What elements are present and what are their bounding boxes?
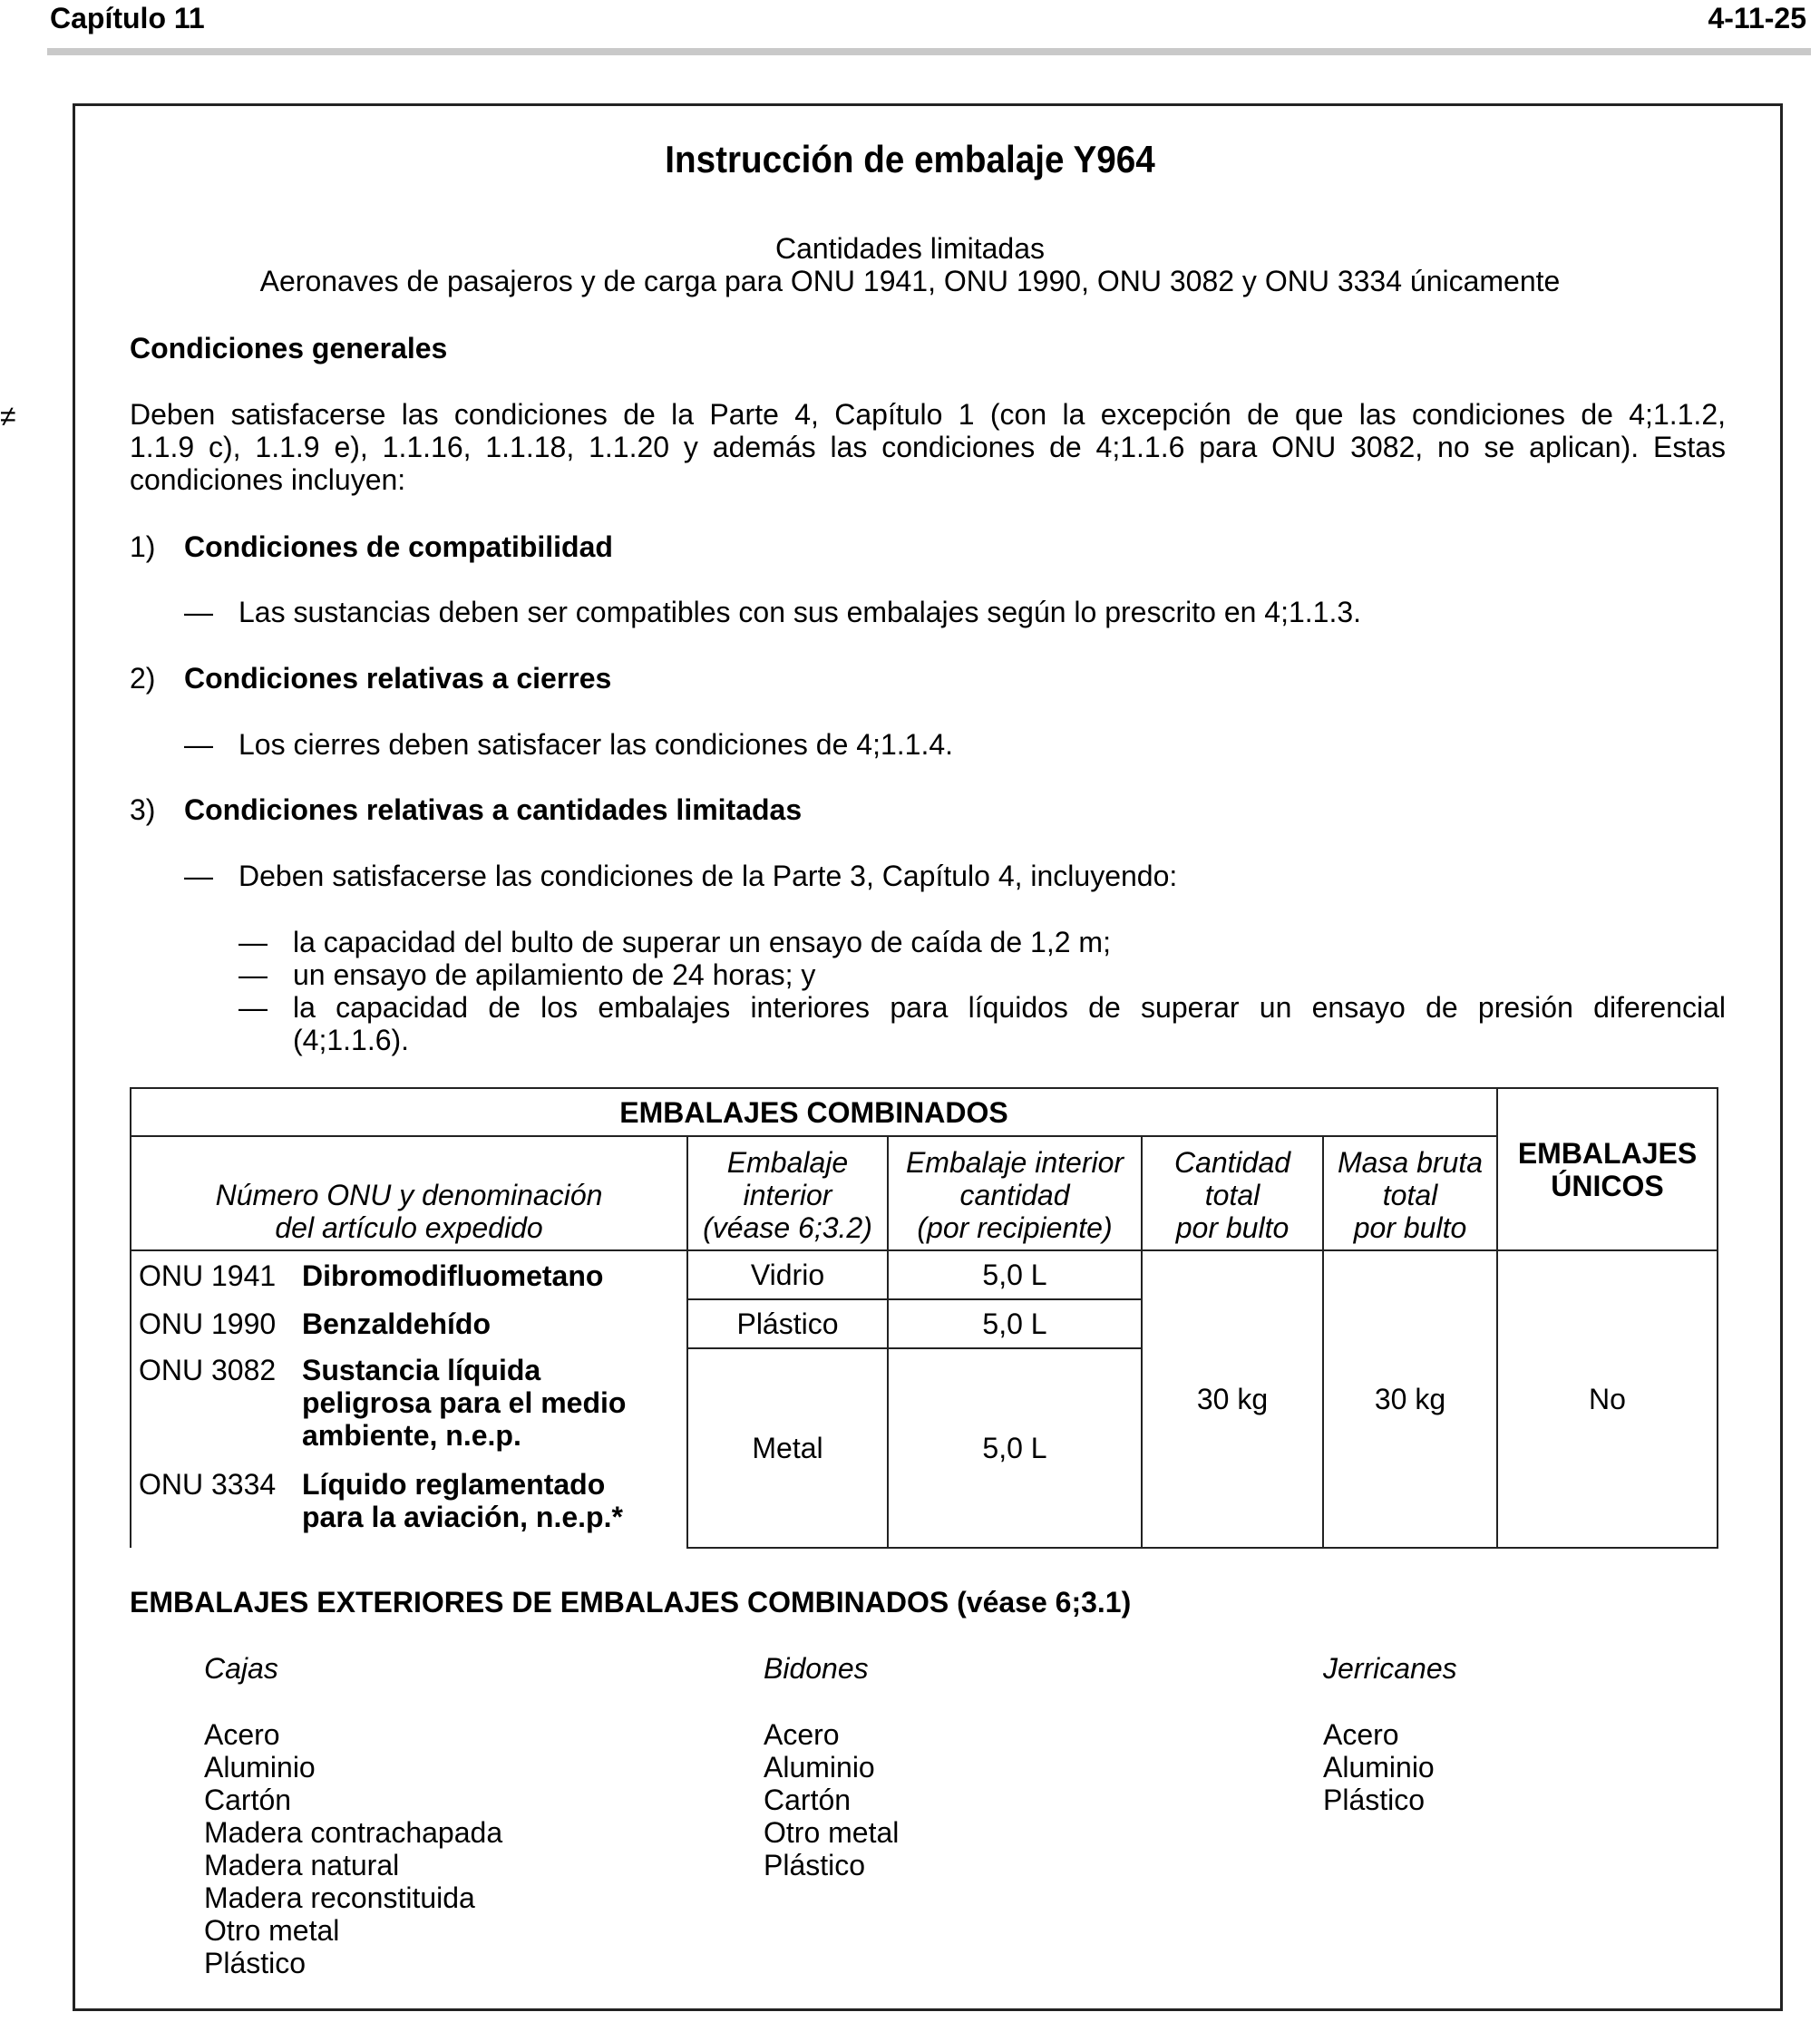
table-row <box>131 1354 686 1452</box>
inner-material: Plástico <box>687 1299 888 1348</box>
un-number: ONU 1990 <box>139 1307 277 1340</box>
header-line: por bulto <box>1175 1211 1290 1244</box>
list-item: Madera contrachapada <box>204 1816 503 1849</box>
header-line: cantidad <box>959 1179 1070 1211</box>
general-line: 1.1.9 c), 1.1.9 e), 1.1.16, 1.1.18, 1.1.20 y además las condiciones de 4;1.1.6 para ONU 3082, no se aplican). Estas <box>130 431 1726 463</box>
name-line: Líquido reglamentado <box>302 1468 606 1501</box>
inner-quantity: 5,0 L <box>888 1250 1142 1299</box>
inner-quantity: 5,0 L <box>888 1299 1142 1348</box>
list-item: Cartón <box>764 1784 852 1816</box>
dash: — <box>184 860 213 892</box>
gross-mass: 30 kg <box>1323 1250 1497 1548</box>
list-item: Acero <box>764 1718 840 1751</box>
col-header-qty <box>888 1136 1142 1250</box>
col-header-gross <box>1323 1136 1497 1250</box>
col-header-total <box>1142 1136 1323 1250</box>
dash: — <box>238 926 268 958</box>
column-title: Bidones <box>764 1652 869 1685</box>
shipping-name: Dibromodifluometano <box>302 1259 604 1292</box>
header-line: Embalaje interior <box>905 1146 1124 1179</box>
table-row <box>131 1468 686 1533</box>
list-item: Otro metal <box>764 1816 900 1849</box>
list-item: Madera reconstituida <box>204 1881 475 1914</box>
condition-number: 1) <box>130 530 156 563</box>
condition-text: Deben satisfacerse las condiciones de la Parte 3, Capítulo 4, incluyendo: <box>238 860 1178 892</box>
un-number: ONU 3334 <box>139 1468 277 1501</box>
dash: — <box>184 728 213 761</box>
table-row <box>131 1250 687 1299</box>
header-line: Embalaje <box>726 1146 849 1179</box>
name-line: peligrosa para el medio <box>302 1386 627 1419</box>
group-header: EMBALAJES COMBINADOS <box>131 1088 1497 1136</box>
dash: — <box>238 958 268 991</box>
list-item: Aluminio <box>764 1751 875 1784</box>
single-packagings: No <box>1497 1250 1718 1548</box>
sub-item-text: la capacidad del bulto de superar un ensayo de caída de 1,2 m; <box>293 926 1111 958</box>
list-item: Cartón <box>204 1784 292 1816</box>
col-header-single <box>1497 1088 1718 1250</box>
condition-text: Las sustancias deben ser compatibles con sus embalajes según lo prescrito en 4;1.1.3. <box>238 596 1362 628</box>
col-header-inner <box>687 1136 888 1250</box>
list-item: Plástico <box>1323 1784 1426 1816</box>
change-mark: ≠ <box>0 400 16 433</box>
condition-text: Los cierres deben satisfacer las condiciones de 4;1.1.4. <box>238 728 954 761</box>
header-line: del artículo expedido <box>275 1211 543 1244</box>
outer-column-drums <box>764 1652 899 1881</box>
header-line: Cantidad <box>1173 1146 1291 1179</box>
list-item: Plástico <box>204 1947 307 1979</box>
outer-column-jerricans <box>1323 1652 1457 1816</box>
column-title: Cajas <box>204 1652 278 1685</box>
inner-quantity: 5,0 L <box>888 1348 1142 1548</box>
packing-table <box>130 1087 1718 1549</box>
list-item: Aluminio <box>204 1751 316 1784</box>
condition-number: 2) <box>130 662 156 695</box>
header-line: (por recipiente) <box>917 1211 1113 1244</box>
un-number: ONU 3082 <box>139 1354 277 1386</box>
name-line: Sustancia líquida <box>302 1354 541 1386</box>
general-conditions-heading: Condiciones generales <box>130 332 448 365</box>
header-line: por bulto <box>1353 1211 1467 1244</box>
table-row-group <box>131 1348 687 1548</box>
header-line: EMBALAJES <box>1517 1136 1698 1170</box>
general-conditions-text <box>130 398 1726 496</box>
list-item: Acero <box>204 1718 280 1751</box>
subtitle-limited-quantities: Cantidades limitadas <box>774 232 1046 265</box>
dash: — <box>184 596 213 628</box>
header-line: total <box>1382 1179 1438 1211</box>
shipping-name <box>302 1468 665 1533</box>
shipping-name <box>302 1354 665 1452</box>
subtitle-aircraft: Aeronaves de pasajeros y de carga para ONU 1941, ONU 1990, ONU 3082 y ONU 3334 únicamente <box>259 265 1561 297</box>
outer-column-boxes <box>204 1652 502 1979</box>
list-item: Aluminio <box>1323 1751 1435 1784</box>
inner-material: Vidrio <box>687 1250 888 1299</box>
condition-number: 3) <box>130 793 156 826</box>
total-quantity: 30 kg <box>1142 1250 1323 1548</box>
list-item: Otro metal <box>204 1914 340 1947</box>
header-rule <box>47 48 1811 55</box>
list-item: Acero <box>1323 1718 1399 1751</box>
table-row <box>131 1299 687 1348</box>
list-item: Madera natural <box>204 1849 400 1881</box>
condition-title: Condiciones de compatibilidad <box>184 530 613 563</box>
inner-material: Metal <box>687 1348 888 1548</box>
page-title: Instrucción de embalaje Y964 <box>665 138 1155 180</box>
sub-item-text-continued: (4;1.1.6). <box>293 1024 410 1056</box>
outer-packagings-heading: EMBALAJES EXTERIORES DE EMBALAJES COMBINADOS (véase 6;3.1) <box>130 1586 1132 1619</box>
header-line: interior <box>743 1179 832 1211</box>
sub-item-text: la capacidad de los embalajes interiores para líquidos de superar un ensayo de presión diferencial <box>293 991 1726 1024</box>
dash: — <box>238 991 268 1024</box>
header-line: Número ONU y denominación <box>215 1179 603 1211</box>
col-header-un <box>131 1136 687 1250</box>
condition-title: Condiciones relativas a cantidades limitadas <box>184 793 803 826</box>
header-line: (véase 6;3.2) <box>703 1211 872 1244</box>
name-line: ambiente, n.e.p. <box>302 1419 521 1452</box>
general-line: condiciones incluyen: <box>130 463 406 496</box>
header-line: ÚNICOS <box>1551 1169 1664 1202</box>
shipping-name: Benzaldehído <box>302 1307 491 1340</box>
page-number: 4-11-25 <box>1708 2 1806 34</box>
column-title: Jerricanes <box>1323 1652 1457 1685</box>
header-line: Masa bruta <box>1337 1146 1484 1179</box>
header-line: total <box>1204 1179 1260 1211</box>
un-number: ONU 1941 <box>139 1259 277 1292</box>
condition-title: Condiciones relativas a cierres <box>184 662 612 695</box>
general-line: Deben satisfacerse las condiciones de la Parte 4, Capítulo 1 (con la excepción de que las condiciones de 4;1.1.2, <box>130 398 1726 431</box>
sub-item-text: un ensayo de apilamiento de 24 horas; y <box>293 958 816 991</box>
name-line: para la aviación, n.e.p.* <box>302 1501 623 1533</box>
chapter-label: Capítulo 11 <box>50 2 205 34</box>
list-item: Plástico <box>764 1849 866 1881</box>
